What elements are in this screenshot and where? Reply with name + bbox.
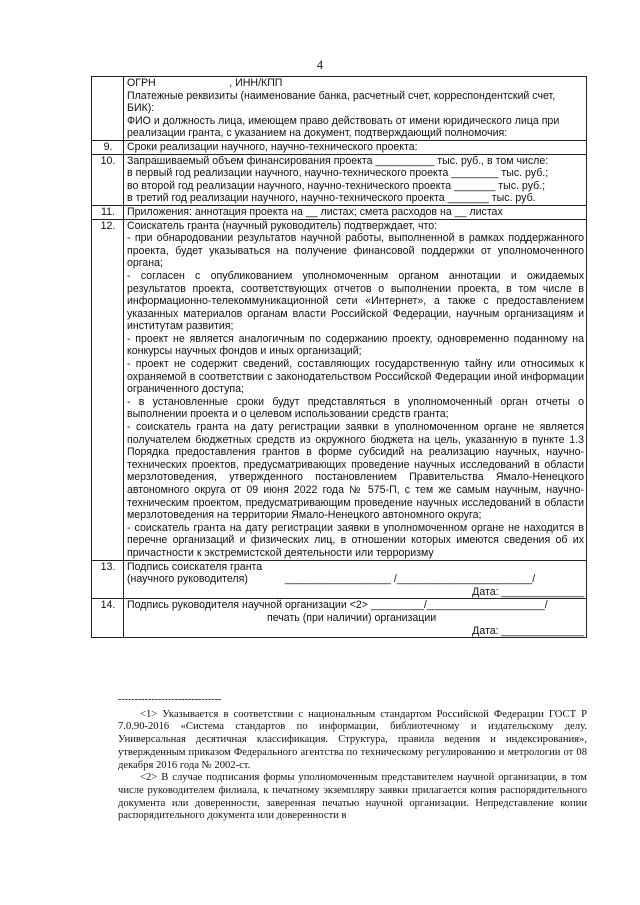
- row-number-cell: [92, 77, 124, 141]
- funding-year2-line: во второй год реализации научного, научно-технического проекта _______ тыс. руб.;: [127, 179, 546, 192]
- confirmation-item: - проект не содержит сведений, составляющих государственную тайну или относимых к охраняемой в соответствии с законодательством Российской Федерации иной информации ограниченного доступа;: [127, 358, 584, 396]
- page-number: 4: [316, 58, 324, 72]
- ogrn-inn-line: ОГРН , ИНН/КПП: [127, 77, 283, 89]
- row-number: 9.: [92, 140, 124, 154]
- application-form-table: [91, 76, 587, 638]
- applicant-signature-line: [127, 573, 584, 586]
- confirmation-item: - согласен с опубликованием уполномоченным органом аннотации и ожидаемых результатов проекта, соответствующих отчетов о выполнении проекта, в том числе в информационно-телекоммуникационной сети «Интернет», а также с предоставлением указанных материалов органам власти Российской Федерации, научным организациям и институтам развития;: [127, 269, 584, 333]
- table-row: [92, 140, 587, 154]
- funding-total-line: Запрашиваемый объем финансирования проекта __________ тыс. руб., в том числе:: [127, 154, 549, 167]
- funding-year1-line: в первый год реализации научного, научно-технического проекта ________ тыс. руб.;: [127, 167, 549, 180]
- applicant-signature-field[interactable]: __________________ /_______________________/: [284, 573, 536, 586]
- organization-details-cell: [124, 77, 587, 141]
- table-row: [92, 599, 587, 638]
- confirmation-item: - при обнародовании результатов научной работы, выполненной в рамках поддержанного проекта, будет указываться на получение финансовой поддержки от уполномоченного органа;: [127, 232, 584, 270]
- head-signature-field[interactable]: Подпись руководителя научной организации <2> _________/____________________/: [127, 599, 548, 612]
- confirmation-item: - соискатель гранта на дату регистрации заявки в уполномоченном органе не находится в перечне организаций и физических лиц, в отношении которых имеются сведения об их причастности к экстремистской деятельности или терроризму: [127, 521, 584, 559]
- confirmation-item: - в установленные сроки будут представляться в уполномоченный орган отчеты о выполнении проекта и о целевом использовании средств гранта;: [127, 395, 584, 421]
- project-terms-cell: Сроки реализации научного, научно-технического проекта:: [124, 140, 587, 154]
- row-number: 14.: [92, 599, 124, 638]
- authorized-person-line: ФИО и должность лица, имеющем право действовать от имени юридического лица при: [127, 114, 560, 127]
- confirmations-intro: Соискатель гранта (научный руководитель) подтверждает, что:: [127, 219, 438, 232]
- row-number: 11.: [92, 205, 124, 219]
- table-row: [92, 560, 587, 599]
- footnotes: [118, 694, 587, 823]
- row-number: 12.: [92, 219, 124, 560]
- applicant-role-label: (научного руководителя): [127, 573, 248, 586]
- row-number: 10.: [92, 154, 124, 205]
- funding-year3-line: в третий год реализации научного, научно-технического проекта _______ тыс. руб.: [127, 192, 536, 205]
- head-date-field[interactable]: Дата: ______________: [472, 624, 584, 637]
- footnote-2: <2> В случае подписания формы уполномоченным представителем научной организации, в том числе руководителем филиала, к печатному экземпляру заявки прилагается копия распорядительного документа или доверенности, заверенная печатью научной организации. Непредставление копии распорядительного документа или доверенности в: [118, 772, 587, 822]
- confirmation-item: - проект не является аналогичным по содержанию проекту, одновременно поданному на конкурсы научных фондов и иных организаций;: [127, 332, 584, 358]
- bik-line: БИК):: [127, 102, 155, 115]
- table-row: [92, 77, 587, 141]
- attachments-cell: Приложения: аннотация проекта на __ листах; смета расходов на __ листах: [124, 205, 587, 219]
- table-row: [92, 219, 587, 560]
- row-number: 13.: [92, 560, 124, 599]
- confirmation-item: - соискатель гранта на дату регистрации заявки в уполномоченном органе не является получателем бюджетных средств из окружного бюджета на цель, указанную в пункте 1.3 Порядка предоставления грантов в форме субсидий на реализацию научных, научно-технических проектов, предусматривающих проведение научных исследований в области мерзлотоведения, утвержденного постановлением Правительства Ямало-Ненецкого автономного округа от 09 июня 2022 года № 575-П, с тем же самым научным, научно-техническим проектом, предусматривающим проведение научных исследований в области мерзлотоведения на территории Ямало-Ненецкого автономного округа;: [127, 421, 584, 522]
- authority-document-line: реализации гранта, с указанием на документ, подтверждающий полномочия:: [127, 127, 508, 140]
- confirmations-cell: [124, 219, 587, 560]
- table-row: [92, 205, 587, 219]
- head-signature-cell: [124, 599, 587, 638]
- footnote-separator: -------------------------------: [118, 694, 222, 705]
- table-row: [92, 154, 587, 205]
- funding-cell: [124, 154, 587, 205]
- seal-label: печать (при наличии) организации: [267, 611, 437, 624]
- applicant-signature-label: Подпись соискателя гранта: [127, 560, 263, 573]
- payment-details-line: Платежные реквизиты (наименование банка, расчетный счет, корреспондентский счет,: [127, 89, 556, 102]
- footnote-1: <1> Указывается в соответствии с национальным стандартом Российской Федерации ГОСТ Р 7.0.90-2016 «Система стандартов по информации, библиотечному и издательскому делу. Универсальная десятичная классификация. Структура, правила ведения и индексирования», утвержденным приказом Федерального агентства по техническому регулированию и метрологии от 08 декабря 2016 года № 2002-ст.: [118, 708, 587, 771]
- applicant-date-field[interactable]: Дата: ______________: [472, 585, 584, 598]
- applicant-signature-cell: [124, 560, 587, 599]
